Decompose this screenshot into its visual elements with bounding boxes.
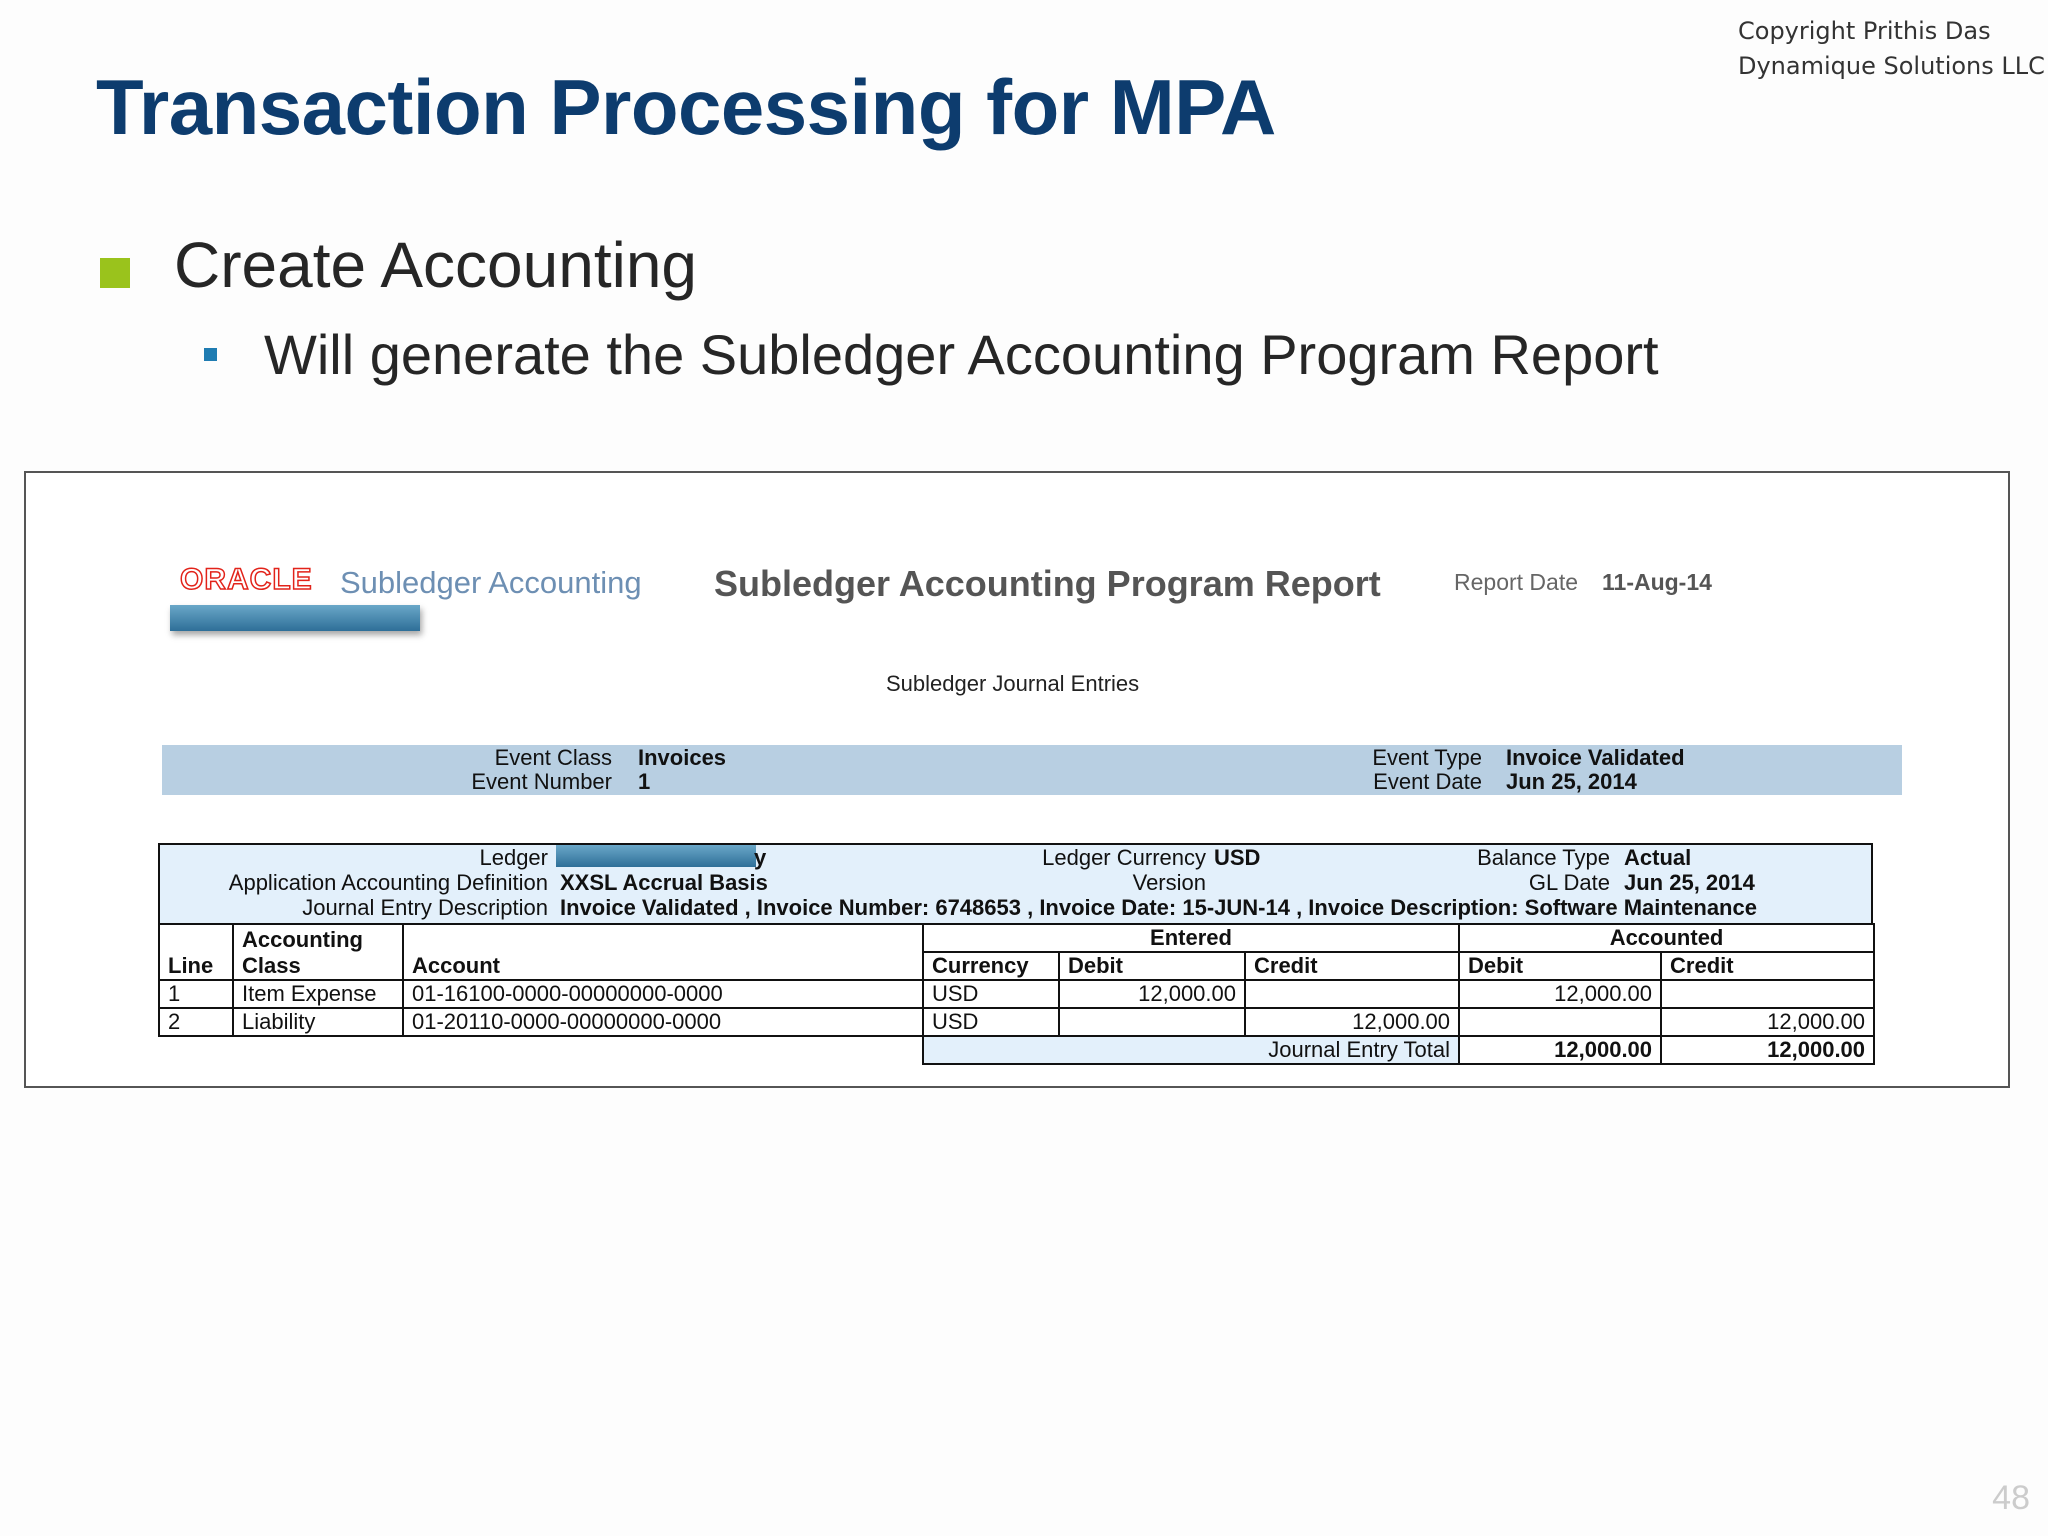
oracle-logo: ORACLE [180, 563, 313, 596]
cell-entered-debit [1059, 1008, 1245, 1036]
col-header-accounted-credit: Credit [1661, 952, 1874, 980]
event-type-label: Event Type [1372, 745, 1482, 770]
slide-title: Transaction Processing for MPA [96, 63, 1276, 151]
cell-class: Item Expense [233, 980, 403, 1008]
cell-entered-debit: 12,000.00 [1059, 980, 1245, 1008]
col-header-account: Account [403, 924, 923, 980]
cell-entered-credit: 12,000.00 [1245, 1008, 1459, 1036]
cell-class: Liability [233, 1008, 403, 1036]
cell-line: 2 [159, 1008, 233, 1036]
cell-accounted-debit [1459, 1008, 1661, 1036]
total-label: Journal Entry Total [923, 1036, 1459, 1064]
event-type-value: Invoice Validated [1506, 745, 1685, 770]
ledger-redaction-bar [556, 845, 756, 867]
col-header-entered-credit: Credit [1245, 952, 1459, 980]
event-date-value: Jun 25, 2014 [1506, 769, 1637, 794]
journal-entry [158, 843, 1873, 1065]
total-row-spacer [159, 1036, 923, 1064]
cell-accounted-debit: 12,000.00 [1459, 980, 1661, 1008]
event-number-label: Event Number [471, 769, 612, 794]
product-name: Subledger Accounting [340, 565, 642, 600]
cell-accounted-credit [1661, 980, 1874, 1008]
event-date-label: Event Date [1373, 769, 1482, 794]
cell-account: 01-16100-0000-00000000-0000 [403, 980, 923, 1008]
event-info-band [162, 745, 1902, 795]
balance-type-label: Balance Type [1477, 845, 1610, 870]
journal-entry-header [158, 843, 1873, 923]
col-header-currency: Currency [923, 952, 1059, 980]
table-header-row-1 [159, 924, 1874, 952]
cell-currency: USD [923, 980, 1059, 1008]
square-bullet-icon [100, 258, 130, 288]
event-number-value: 1 [638, 769, 651, 794]
total-accounted-debit: 12,000.00 [1459, 1036, 1661, 1064]
table-row [159, 980, 1874, 1008]
cell-currency: USD [923, 1008, 1059, 1036]
event-class-label: Event Class [494, 745, 612, 770]
cell-account: 01-20110-0000-00000000-0000 [403, 1008, 923, 1036]
ledger-value-tail: y [754, 845, 767, 870]
col-header-accounted-debit: Debit [1459, 952, 1661, 980]
cell-entered-credit [1245, 980, 1459, 1008]
balance-type-value: Actual [1624, 845, 1692, 870]
section-title: Subledger Journal Entries [886, 671, 1140, 696]
cell-accounted-credit: 12,000.00 [1661, 1008, 1874, 1036]
page-number: 48 [1992, 1479, 2030, 1517]
ledger-currency-value: USD [1214, 845, 1261, 870]
table-row [159, 1008, 1874, 1036]
small-square-bullet-icon [204, 348, 217, 361]
cell-line: 1 [159, 980, 233, 1008]
report-screenshot [24, 471, 2010, 1088]
gl-date-value: Jun 25, 2014 [1624, 870, 1755, 895]
group-header-accounted: Accounted [1459, 924, 1874, 952]
report-title: Subledger Accounting Program Report [714, 563, 1381, 604]
ledger-currency-label: Ledger Currency [1042, 845, 1206, 870]
bullet-level-2: Will generate the Subledger Accounting Program Report [264, 323, 1659, 386]
col-header-accounting-class-line2: Class [242, 953, 301, 978]
aad-value: XXSL Accrual Basis [560, 870, 768, 895]
col-header-accounting-class [233, 924, 403, 980]
report-date-label: Report Date [1454, 569, 1579, 595]
col-header-accounting-class-line1: Accounting [242, 927, 363, 952]
gl-date-label: GL Date [1528, 870, 1610, 895]
jed-label: Journal Entry Description [302, 895, 548, 920]
journal-lines-table [158, 923, 1875, 1065]
ledger-label: Ledger [479, 845, 548, 870]
copyright-notice [1738, 14, 2045, 84]
total-accounted-credit: 12,000.00 [1661, 1036, 1874, 1064]
version-label: Version [1132, 870, 1206, 895]
event-class-value: Invoices [638, 745, 727, 770]
col-header-entered-debit: Debit [1059, 952, 1245, 980]
jed-value: Invoice Validated , Invoice Number: 6748653 , Invoice Date: 15-JUN-14 , Invoice Description: Software Maintenance [560, 895, 1757, 920]
redaction-bar [170, 605, 420, 631]
group-header-entered: Entered [923, 924, 1459, 952]
total-row [159, 1036, 1874, 1064]
copyright-line-2: Dynamique Solutions LLC [1738, 52, 2045, 80]
report-date-value: 11-Aug-14 [1602, 569, 1712, 595]
col-header-line: Line [159, 924, 233, 980]
copyright-line-1: Copyright Prithis Das [1738, 17, 1991, 45]
bullet-level-1: Create Accounting [174, 229, 697, 301]
aad-label: Application Accounting Definition [228, 870, 548, 895]
